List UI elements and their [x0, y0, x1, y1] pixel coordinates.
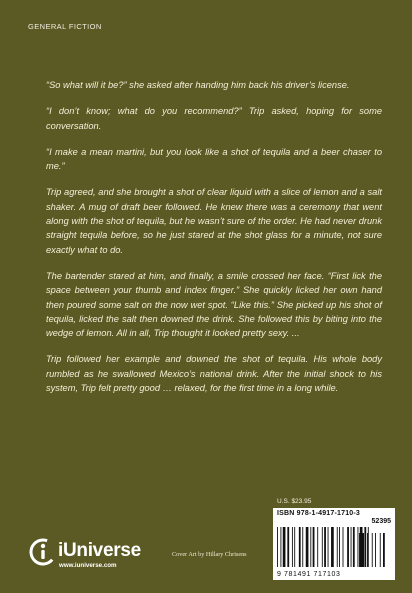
barcode-digits: 9 781491 717103 [277, 571, 341, 578]
publisher-url: www.iuniverse.com [59, 562, 117, 569]
excerpt-paragraph: “So what will it be?” she asked after handing him back his driver’s license. [46, 80, 350, 90]
cover-art-credit: Cover Art by Hillary Chrisens [172, 551, 247, 558]
iuniverse-swirl-icon [29, 538, 57, 566]
excerpt-paragraph: Trip followed her example and downed the shot of tequila. His whole body rumbled as he swallowed Mexico’s national drink. After the initial shock to his system, Trip felt pretty good … relaxed, for the first time in a long while. [46, 354, 382, 394]
price-label: U.S. $23.95 [277, 498, 312, 505]
book-excerpt [46, 78, 382, 407]
barcode-bars [277, 527, 391, 567]
genre-label: GENERAL FICTION [28, 22, 102, 31]
excerpt-paragraph: “I don’t know; what do you recommend?” Trip asked, hoping for some conversation. [46, 106, 382, 131]
excerpt-paragraph: “I make a mean martini, but you look like a shot of tequila and a beer chaser to me.” [46, 146, 382, 172]
publisher-logo [29, 538, 159, 574]
publisher-name: iUniverse [58, 540, 141, 561]
price-addon-code: 52395 [371, 518, 391, 525]
isbn-text: ISBN 978-1-4917-1710-3 [277, 510, 361, 517]
excerpt-paragraph: Trip agreed, and she brought a shot of clear liquid with a slice of lemon and a salt shaker. A mug of draft beer followed. He knew there was a ceremony that went along with the shot of tequila, but he wasn’t sure of the order. He had never drunk straight tequila before, so he just stared at the shot glass for a minute, not sure exactly what to do. [46, 187, 382, 255]
isbn-barcode [273, 508, 395, 580]
excerpt-paragraph: The bartender stared at him, and finally, a smile crossed her face. “First lick the space between your thumb and index finger.” She quickly licked her own hand then poured some salt on the now wet spot. “Like this.” She picked up his shot of tequila, licked the salt then downed the drink. She followed this by biting into the wedge of lemon. All in all, Trip thought it looked pretty sexy. ... [46, 270, 382, 339]
